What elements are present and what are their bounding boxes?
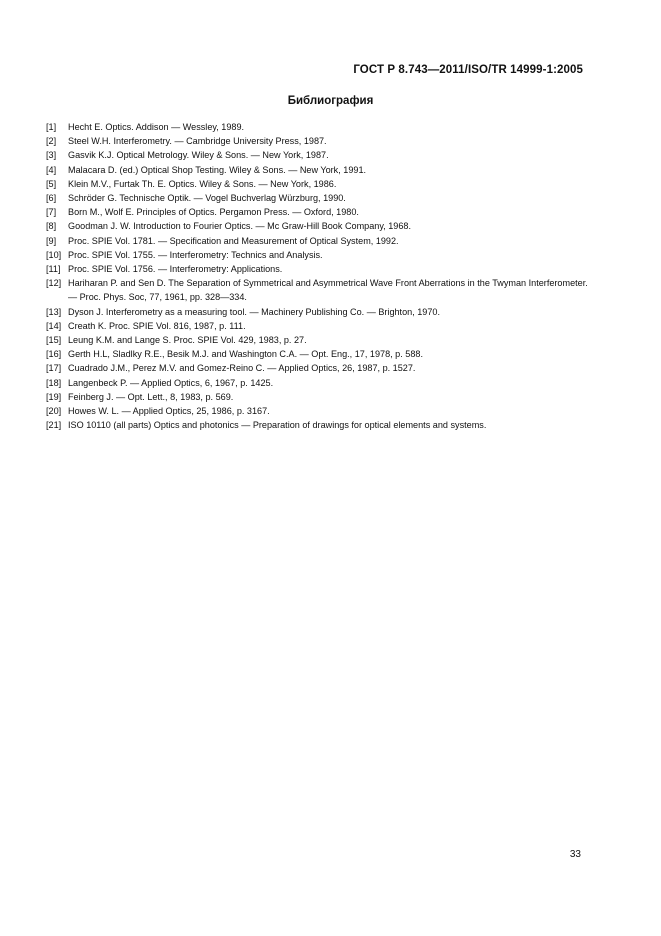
reference-text: Leung K.M. and Lange S. Proc. SPIE Vol. 429, 1983, p. 27. <box>68 335 307 346</box>
document-code: ГОСТ Р 8.743—2011/ISO/TR 14999-1:2005 <box>353 64 583 76</box>
reference-item <box>46 134 596 148</box>
reference-item <box>46 262 596 276</box>
reference-number: [20] <box>46 406 62 417</box>
reference-text: Proc. SPIE Vol. 1756. — Interferometry: Applications. <box>68 264 283 275</box>
reference-item <box>46 390 596 404</box>
reference-text: Cuadrado J.M., Perez M.V. and Gomez-Reino C. — Applied Optics, 26, 1987, p. 1527. <box>68 363 416 374</box>
reference-text: Klein M.V., Furtak Th. E. Optics. Wiley & Sons. — New York, 1986. <box>68 178 337 189</box>
reference-number: [15] <box>46 335 62 346</box>
reference-number: [6] <box>46 193 57 204</box>
reference-item <box>46 418 596 432</box>
reference-text: Feinberg J. — Opt. Lett., 8, 1983, p. 569. <box>68 391 234 402</box>
reference-list <box>46 120 596 432</box>
reference-number: [8] <box>46 221 57 232</box>
reference-number: [14] <box>46 320 62 331</box>
reference-text: Hecht E. Optics. Addison — Wessley, 1989. <box>68 122 245 132</box>
bibliography-title: Библиография <box>287 95 374 107</box>
reference-text: Langenbeck P. — Applied Optics, 6, 1967, p. 1425. <box>68 377 274 388</box>
reference-number: [19] <box>46 391 62 402</box>
reference-item <box>46 219 596 233</box>
reference-text: Malacara D. (ed.) Optical Shop Testing. Wiley & Sons. — New York, 1991. <box>68 164 367 175</box>
reference-text: Born M., Wolf E. Principles of Optics. Pergamon Press. — Oxford, 1980. <box>68 207 359 218</box>
reference-item <box>46 120 596 134</box>
reference-number: [18] <box>46 377 62 388</box>
reference-item <box>46 191 596 205</box>
reference-item <box>46 248 596 262</box>
reference-item <box>46 205 596 219</box>
reference-text: Hariharan P. and Sen D. The Separation of Symmetrical and Asymmetrical Wave Front Aberrations in the Twyman Interferometer. — Proc. Phys. Soc, 77, 1961, pp. 328—334. <box>68 278 588 303</box>
reference-item <box>46 177 596 191</box>
reference-item <box>46 148 596 162</box>
reference-text: Howes W. L. — Applied Optics, 25, 1986, p. 3167. <box>68 406 270 417</box>
reference-text: Steel W.H. Interferometry. — Cambridge University Press, 1987. <box>68 136 327 147</box>
reference-number: [5] <box>46 178 57 189</box>
reference-text: Schröder G. Technische Optik. — Vogel Buchverlag Würzburg, 1990. <box>68 193 346 204</box>
reference-item <box>46 404 596 418</box>
reference-text: Goodman J. W. Introduction to Fourier Optics. — Mc Graw-Hill Book Company, 1968. <box>68 221 411 232</box>
reference-number: [1] <box>46 122 57 132</box>
reference-text: Creath K. Proc. SPIE Vol. 816, 1987, p. 111. <box>68 320 246 331</box>
reference-text: Proc. SPIE Vol. 1781. — Specification and Measurement of Optical System, 1992. <box>68 235 399 246</box>
reference-number: [13] <box>46 306 62 317</box>
reference-text: ISO 10110 (all parts) Optics and photonics — Preparation of drawings for optical elements and systems. <box>68 420 487 431</box>
reference-number: [4] <box>46 164 57 175</box>
reference-number: [10] <box>46 249 62 260</box>
reference-number: [7] <box>46 207 57 218</box>
reference-item <box>46 347 596 361</box>
reference-item <box>46 361 596 375</box>
reference-item <box>46 305 596 319</box>
reference-text: Gerth H.L, Sladlky R.E., Besik M.J. and Washington C.A. — Opt. Eng., 17, 1978, p. 588. <box>68 349 423 360</box>
reference-item <box>46 319 596 333</box>
reference-number: [12] <box>46 278 62 289</box>
reference-number: [17] <box>46 363 62 374</box>
reference-item <box>46 276 596 304</box>
reference-number: [2] <box>46 136 57 147</box>
reference-text: Proc. SPIE Vol. 1755. — Interferometry: Technics and Analysis. <box>68 249 323 260</box>
reference-number: [21] <box>46 420 62 431</box>
reference-item <box>46 163 596 177</box>
reference-item <box>46 234 596 248</box>
reference-item <box>46 333 596 347</box>
reference-number: [16] <box>46 349 62 360</box>
reference-number: [3] <box>46 150 57 161</box>
reference-text: Dyson J. Interferometry as a measuring tool. — Machinery Publishing Co. — Brighton, 1970. <box>68 306 441 317</box>
reference-number: [11] <box>46 264 61 275</box>
reference-number: [9] <box>46 235 57 246</box>
page-number: 33 <box>569 849 581 860</box>
reference-item <box>46 376 596 390</box>
reference-text: Gasvik K.J. Optical Metrology. Wiley & Sons. — New York, 1987. <box>68 150 329 161</box>
